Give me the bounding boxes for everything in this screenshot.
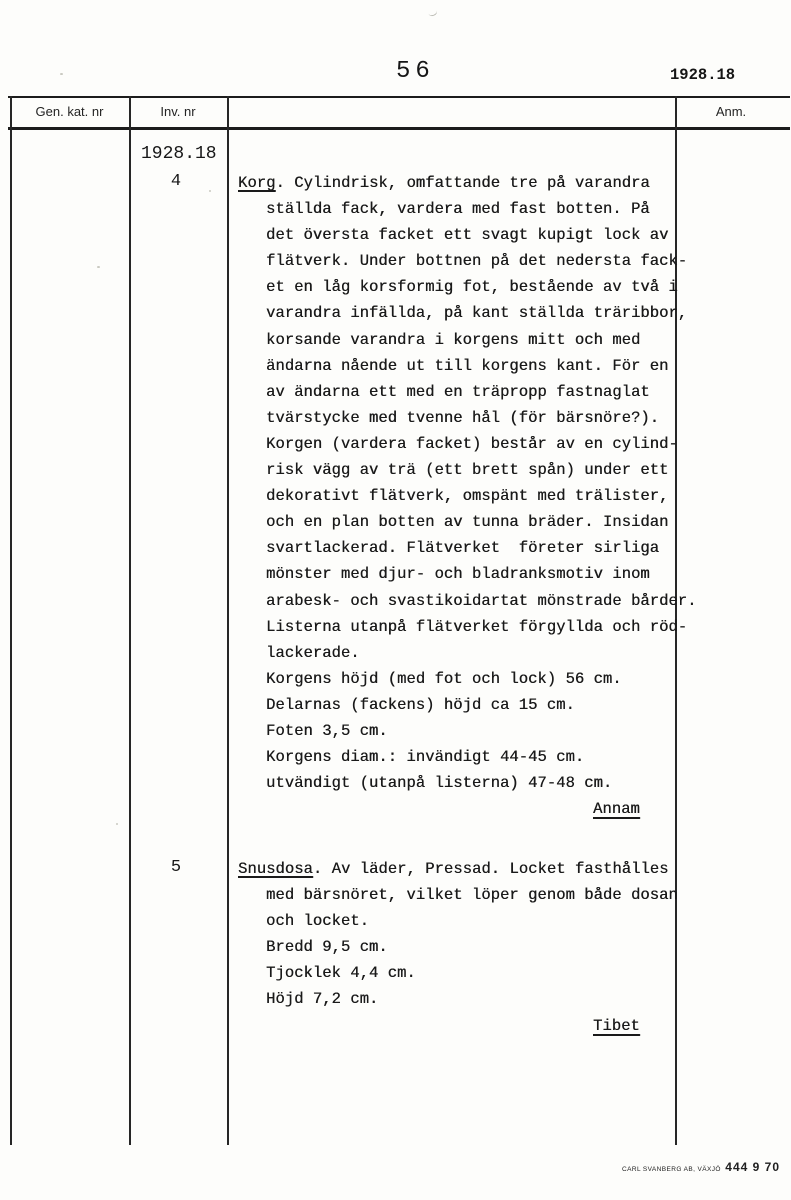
entry-line: och locket. xyxy=(266,912,369,931)
entry-line: med bärsnöret, vilket löper genom både dosan xyxy=(266,886,678,905)
entry-line: tvärstycke med tvenne hål (för bärsnöre?). xyxy=(266,408,660,427)
page-number: 56 xyxy=(396,58,435,85)
entry-line: risk vägg av trä (ett brett spån) under ett xyxy=(266,461,669,480)
entry-line: et en låg korsformig fot, bestående av två i xyxy=(266,278,678,297)
entry-line: ställda fack, vardera med fast botten. På xyxy=(266,200,650,219)
entry-line-rest: . Cylindrisk, omfattande tre på varandra xyxy=(275,174,650,192)
entry-snusdosa xyxy=(238,856,698,1039)
scan-speck xyxy=(116,823,118,825)
entry-line: lackerade. xyxy=(266,643,360,662)
column-header-anm: Anm. xyxy=(715,104,747,119)
entry-line xyxy=(238,856,698,882)
printer-code: 444 9 70 xyxy=(725,1160,780,1174)
entry-line: ändarna nående ut till korgens kant. För en xyxy=(266,356,669,375)
entry-line: Korgens diam.: invändigt 44-45 cm. xyxy=(266,748,585,767)
entry-line: av ändarna ett med en träpropp fastnaglat xyxy=(266,382,650,401)
entry-line: flätverk. Under bottnen på det nedersta fack- xyxy=(266,252,688,271)
entry-line: och en plan botten av tunna bräder. Insidan xyxy=(266,513,669,532)
table-rule-top xyxy=(8,96,790,98)
entry-line: korsande varandra i korgens mitt och med xyxy=(266,330,641,349)
entry-line: det översta facket ett svagt kupigt lock av xyxy=(266,226,669,245)
entry-line: Korgens höjd (med fot och lock) 56 cm. xyxy=(266,669,622,688)
printer-mark xyxy=(540,1158,780,1176)
pencil-mark xyxy=(427,7,438,18)
entry-line: Höjd 7,2 cm. xyxy=(266,990,379,1009)
entry-korg xyxy=(238,170,698,822)
table-border-left xyxy=(10,96,12,1145)
column-divider-2 xyxy=(227,96,229,1145)
entry-line: arabesk- och svastikoidartat mönstrade bårder. xyxy=(266,591,697,610)
entry-line: Delarnas (fackens) höjd ca 15 cm. xyxy=(266,695,575,714)
entry-number: 4 xyxy=(170,172,182,191)
entry-line: svartlackerad. Flätverket företer sirliga xyxy=(266,539,660,558)
scan-speck xyxy=(209,190,211,192)
table-rule-header-bottom xyxy=(8,127,790,130)
entry-line: Listerna utanpå flätverket förgyllda och röd- xyxy=(266,617,688,636)
column-header-gen-kat-nr: Gen. kat. nr xyxy=(35,104,104,119)
printer-name: CARL SVANBERG AB, VÄXJÖ xyxy=(622,1166,721,1173)
entry-line: Korgen (vardera facket) består av en cylind- xyxy=(266,434,678,453)
entry-number: 5 xyxy=(170,858,182,877)
catalog-ref: 1928.18 xyxy=(670,66,736,84)
entry-title: Korg xyxy=(238,174,276,192)
scan-speck xyxy=(97,266,100,268)
entry-title: Snusdosa xyxy=(238,860,313,878)
inventory-group-number: 1928.18 xyxy=(141,144,217,164)
entry-attribution: Annam xyxy=(593,800,640,819)
entry-line xyxy=(238,170,698,196)
column-header-inv-nr: Inv. nr xyxy=(160,104,196,119)
entry-line: Foten 3,5 cm. xyxy=(266,721,388,740)
entry-line: Tjocklek 4,4 cm. xyxy=(266,964,416,983)
entry-line: dekorativt flätverk, omspänt med trälister, xyxy=(266,487,669,506)
entry-line-rest: . Av läder, Pressad. Locket fasthålles xyxy=(312,860,669,878)
column-divider-1 xyxy=(129,96,131,1145)
entry-attribution: Tibet xyxy=(593,1016,640,1035)
entry-line: Bredd 9,5 cm. xyxy=(266,938,388,957)
scan-speck xyxy=(60,73,63,75)
entry-line: varandra infällda, på kant ställda träribbor, xyxy=(266,304,688,323)
entry-line: mönster med djur- och bladranksmotiv inom xyxy=(266,565,650,584)
entry-line: utvändigt (utanpå listerna) 47-48 cm. xyxy=(266,774,613,793)
